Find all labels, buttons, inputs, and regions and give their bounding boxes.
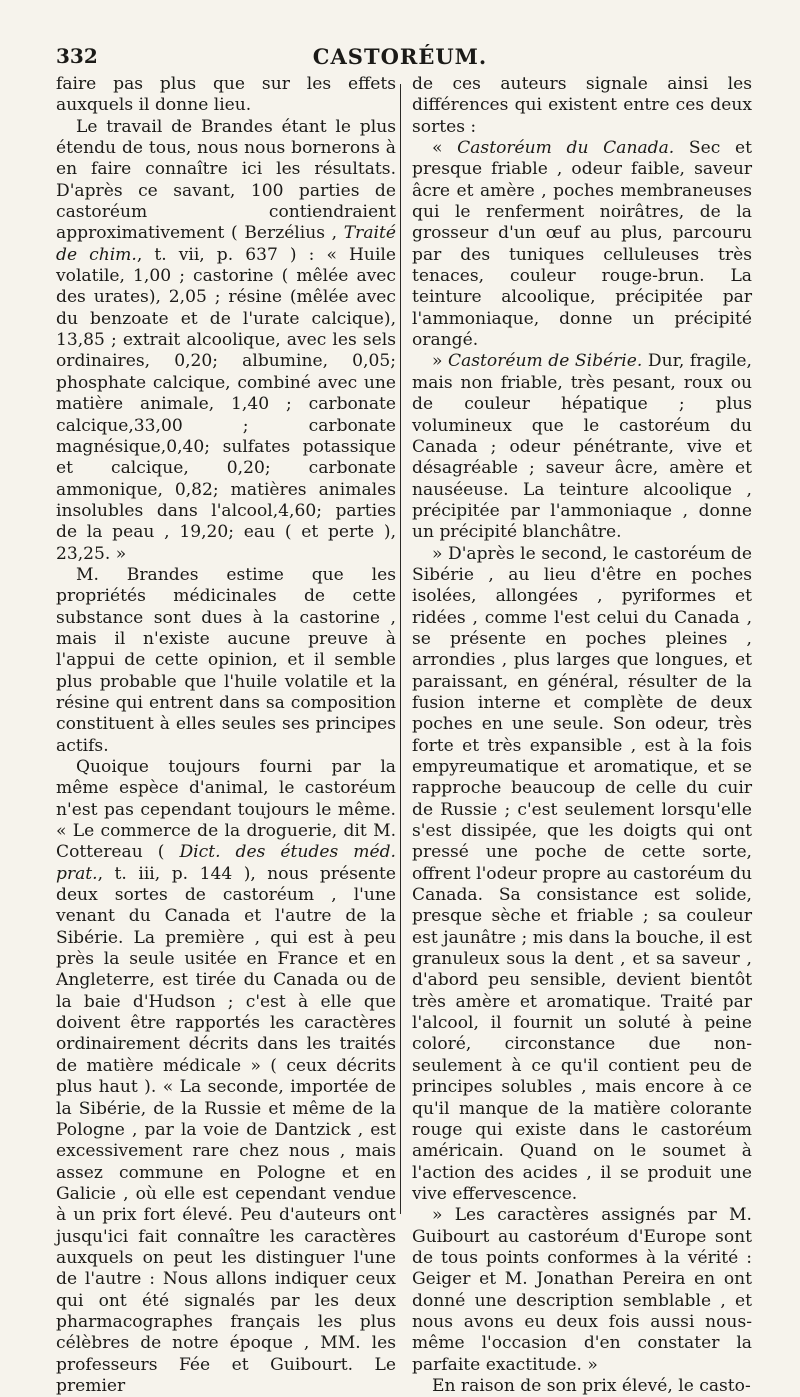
- paragraph-conformity: » Les caractères assignés par M. Guibourt au castoréum d'Europe sont de tous points conformes à la vérité : Geiger et M. Jonathan Pereira en ont donné une description semblable , et nous avons eu deux fois aussi nous-même l'occasion d'en constater la parfaite exactitude. »: [412, 1205, 752, 1375]
- paragraph-siberie: » Castoréum de Sibérie. Dur, fragile, mais non friable, très pesant, roux ou de couleur hépatique ; plus volumineux que le castoréum du Canada ; odeur pénétrante, vive et désagréable ; saveur âcre, amère et nauséeuse. La teinture alcoolique , précipitée par l'ammoniaque , donne un précipité blanchâtre.: [412, 351, 752, 543]
- paragraph-brandes-analysis: Le travail de Brandes étant le plus étendu de tous, nous nous bornerons à en faire connaître ici les résultats. D'après ce savant, 100 parties de castoréum contiendraient approximativement ( Berzélius , Traité de chim., t. vii, p. 637 ) : « Huile volatile, 1,00 ; castorine ( mêlée avec des urates), 2,05 ; résine (mêlée avec du benzoate et de l'urate calcique), 13,85 ; extrait alcoolique, avec les sels ordinaires, 0,20; albumine, 0,05; phosphate calcique, combiné avec une matière animale, 1,40 ; carbonate calcique,33,00 ; carbonate magnésique,0,40; sulfates potassique et calcique, 0,20; carbonate ammonique, 0,82; matières animales insolubles dans l'alcool,4,60; parties de la peau , 19,20; eau ( et perte ), 23,25. »: [56, 116, 396, 564]
- paragraph-continued: de ces auteurs signale ainsi les différences qui existent entre ces deux sortes :: [412, 74, 752, 137]
- page-header: [56, 44, 744, 72]
- paragraph-canada: « Castoréum du Canada. Sec et presque friable , odeur faible, saveur âcre et amère , poches membraneuses qui le renferment noirâtres, de la grosseur d'un œuf au plus, parcouru par des tuniques celluleuses très tenaces, couleur rouge-brun. La teinture alcoolique, précipitée par l'ammoniaque, donne un précipité orangé.: [412, 138, 752, 351]
- left-column: [56, 74, 396, 1397]
- running-title: CASTORÉUM.: [312, 44, 488, 69]
- column-divider: [400, 84, 401, 1214]
- citation-title: Traité de chim.: [56, 223, 396, 265]
- paragraph-castorine: M. Brandes estime que les propriétés médicinales de cette substance sont dues à la castorine , mais il n'existe aucune preuve à l'appui de cette opinion, et il semble plus probable que l'huile volatile et la résine qui entrent dans sa composition constituent à elles seules ses principes actifs.: [56, 564, 396, 756]
- right-column: [412, 74, 752, 1397]
- paragraph-continued: faire pas plus que sur les effets auxquels il donne lieu.: [56, 74, 396, 116]
- paragraph-two-sorts: Quoique toujours fourni par la même espèce d'animal, le castoréum n'est pas cependant toujours le même. « Le commerce de la droguerie, dit M. Cottereau ( Dict. des études méd. prat., t. iii, p. 144 ), nous présente deux sortes de castoréum , l'une venant du Canada et l'autre de la Sibérie. La première , qui est à peu près la seule usitée en France et en Angleterre, est tirée du Canada ou de la baie d'Hudson ; c'est à elle que doivent être rapportés les caractères ordinairement décrits dans les traités de matière médicale » ( ceux décrits plus haut ). « La seconde, importée de la Sibérie, de la Russie et même de la Pologne , par la voie de Dantzick , est excessivement rare chez nous , mais assez commune en Pologne et en Galicie , où elle est cependant vendue à un prix fort élevé. Peu d'auteurs ont jusqu'ici fait connaître les caractères auxquels on peut les distinguer l'une de l'autre : Nous allons indiquer ceux qui ont été signalés par les deux pharmacographes français les plus célèbres de notre époque , MM. les professeurs Fée et Guibourt. Le premier: [56, 757, 396, 1396]
- sort-heading: Castoréum du Canada.: [457, 138, 675, 159]
- citation-title: Dict. des études méd. prat.: [56, 842, 396, 884]
- paragraph-guibourt: » D'après le second, le castoréum de Sibérie , au lieu d'être en poches isolées, allongées , pyriformes et ridées , comme l'est celui du Canada , se présente en poches pleines , arrondies , plus larges que longues, et paraissant, en général, résulter de la fusion interne et complète de deux poches en une seule. Son odeur, très forte et très expansible , est à la fois empyreumatique et aromatique, et se rapproche beaucoup de celle du cuir de Russie ; c'est seulement lorsqu'elle s'est dissipée, que les doigts qui ont pressé une poche de cette sorte, offrent l'odeur propre au castoréum du Canada. Sa consistance est solide, presque sèche et friable ; sa couleur est jaunâtre ; mis dans la bouche, il est granuleux sous la dent , et sa saveur , d'abord peu sensible, devient bientôt très amère et aromatique. Traité par l'alcool, il fournit un soluté à peine coloré, circonstance due non-seulement à ce qu'il contient peu de principes solubles , mais encore à ce qu'il manque de la matière colorante rouge qui existe dans le castoréum américain. Quand on le soumet à l'action des acides , il se produit une vive effervescence.: [412, 543, 752, 1204]
- page-number: 332: [56, 44, 98, 68]
- sort-heading: Castoréum de Sibérie.: [448, 351, 643, 372]
- paragraph-price: En raison de son prix élevé, le casto-: [432, 1375, 751, 1396]
